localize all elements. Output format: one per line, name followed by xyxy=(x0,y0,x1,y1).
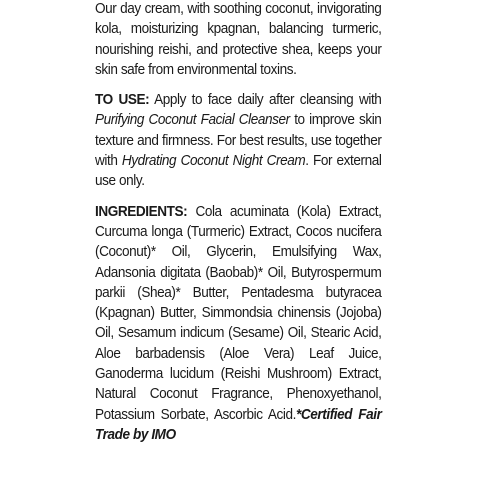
usage-instructions xyxy=(95,90,381,191)
usage-heading: TO USE: xyxy=(95,92,150,109)
description-text: Our day cream, with soothing coconut, invigorating kola, moisturizing kpagnan, balancing turmeric, nourishing reishi, and protective shea, keeps your skin safe from environmental toxins. xyxy=(95,1,382,78)
product-label-text xyxy=(95,0,381,500)
usage-text: Apply to face daily after cleansing with xyxy=(149,92,382,109)
fair-trade-footnote: *Certified Fair Trade by IMO xyxy=(95,406,382,443)
usage-text: to improve skin texture and firmness. For best results, use together with xyxy=(95,112,382,170)
ingredients-list: Cola acuminata (Kola) Extract, Curcuma longa (Turmeric) Extract, Cocos nucifera (Coconut)* Oil, Glycerin, Emulsifying Wax, Adansonia digitata (Baobab)* Oil, Butyrospermum parkii (Shea)* Butter, Pentadesma butyracea (Kpagnan) Butter, Simmondsia chinensis (Jojoba) Oil, Sesamum indicum (Sesame) Oil, Stearic Acid, Aloe barbadensis (Aloe Vera) Leaf Juice, Ganoderma lucidum (Reishi Mushroom) Extract, Natural Coconut Fragrance, Phenoxyethanol, Potassium Sorbate, Ascorbic Acid. xyxy=(95,203,382,423)
ingredients-section xyxy=(95,202,381,446)
night-cream-product-name: Hydrating Coconut Night Cream xyxy=(121,153,306,170)
product-description xyxy=(95,0,381,80)
usage-text: . For external use only. xyxy=(95,153,382,190)
cleanser-product-name: Purifying Coconut Facial Cleanser xyxy=(95,112,290,129)
ingredients-heading: INGREDIENTS: xyxy=(95,203,188,220)
